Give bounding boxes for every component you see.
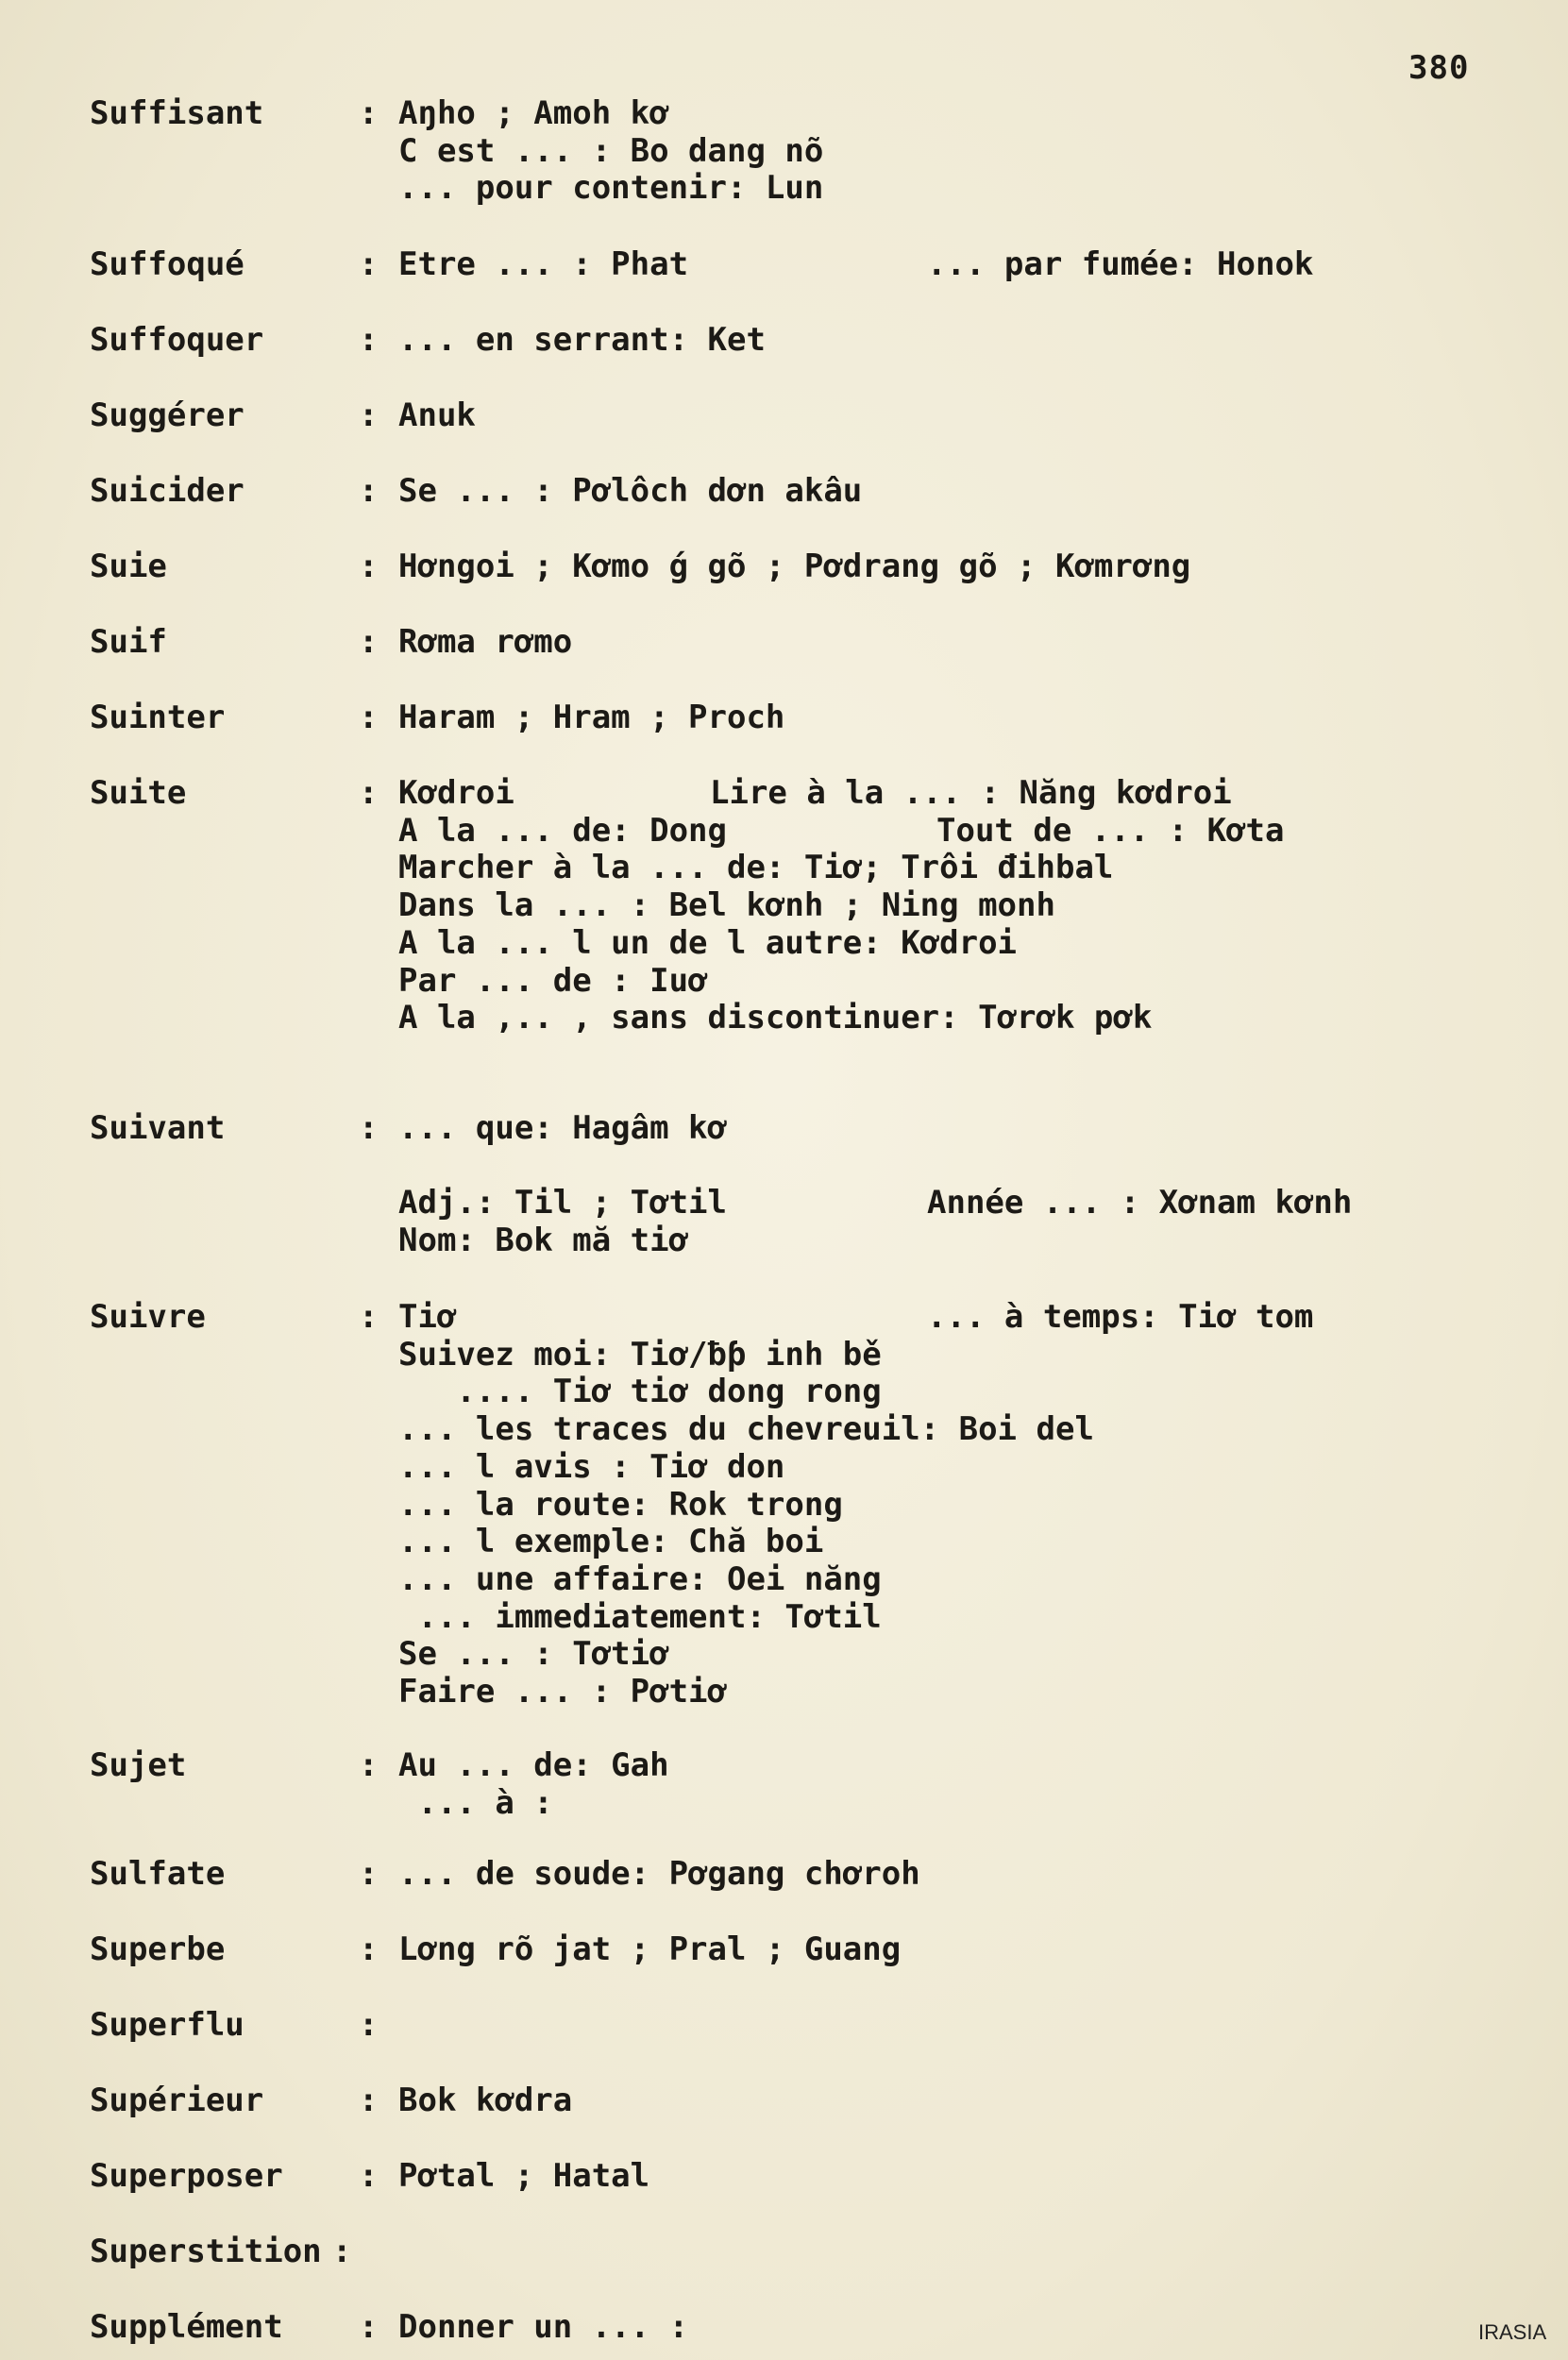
entry-separator: : [359, 1298, 379, 1336]
entry-subsense: Année ... : Xơnam kơnh [927, 1184, 1353, 1222]
entry-subsense: ... par fumée: Honok [927, 245, 1314, 283]
entry-headword: Superbe [90, 1930, 226, 1968]
entry-headword: Superstition [90, 2233, 322, 2270]
entry-headword: Suif [90, 623, 167, 661]
entry-separator: : [332, 2233, 352, 2270]
entry-headword: Suffoqué [90, 245, 244, 283]
entry-headword: Suie [90, 548, 167, 585]
entry-separator: : [359, 2006, 379, 2044]
footer-mark: IRASIA [1478, 2320, 1547, 2344]
entry-translation: ... la route: Rok trong [398, 1485, 843, 1524]
entry-subsense: Lire à la ... : Năng kơdroi [710, 774, 1232, 812]
entry-translation: Lơng rõ jat ; Pral ; Guang [398, 1930, 902, 1968]
entry-translation: ... que: Hagâm kơ [398, 1109, 727, 1147]
entry-separator: : [359, 548, 379, 585]
entry-separator: : [359, 1746, 379, 1784]
entry-translation: Par ... de : Iuơ [398, 961, 708, 1000]
entry-separator: : [359, 94, 379, 132]
entry-translation: Marcher à la ... de: Tiơ; Trôi đihbal [398, 849, 1114, 887]
entry-headword: Superposer [90, 2157, 283, 2195]
entry-separator: : [359, 2308, 379, 2346]
entry-separator: : [359, 1855, 379, 1893]
entry-translation: ... une affaire: Oei năng [398, 1559, 882, 1598]
entry-translation: .... Tiơ tiơ dong rong [398, 1373, 882, 1411]
entry-separator: : [359, 1930, 379, 1968]
entry-translation: Adj.: Til ; Tơtil [398, 1184, 727, 1222]
entry-translation: ... de soude: Pơgang chơroh [398, 1855, 920, 1893]
entry-translation: Se ... : Pơlôch dơn akâu [398, 472, 863, 510]
entry-separator: : [359, 472, 379, 510]
entry-separator: : [359, 245, 379, 283]
entry-translation: ... pour contenir: Lun [398, 169, 824, 208]
entry-translation: Aŋho ; Amoh kơ [398, 94, 669, 132]
entry-headword: Suicider [90, 472, 244, 510]
entry-separator: : [359, 321, 379, 359]
entry-translation: A la ... l un de l autre: Kơdroi [398, 923, 1018, 962]
entry-separator: : [359, 623, 379, 661]
entry-translation: Anuk [398, 396, 476, 434]
entry-headword: Suinter [90, 699, 226, 736]
entry-headword: Suffoquer [90, 321, 264, 359]
entry-translation: C est ... : Bo dang nõ [398, 131, 824, 170]
entry-headword: Supplément [90, 2308, 283, 2346]
entry-translation: ... l exemple: Chă boi [398, 1523, 824, 1561]
entry-translation: A la ,.. , sans discontinuer: Tơrơk pơk [398, 999, 1153, 1037]
entry-subsense: ... à temps: Tiơ tom [927, 1298, 1314, 1336]
entry-translation: ... l avis : Tiơ don [398, 1447, 785, 1486]
entry-separator: : [359, 2157, 379, 2195]
entry-translation: ... les traces du chevreuil: Boi del [398, 1410, 1094, 1449]
entry-translation: ... en serrant: Ket [398, 321, 766, 359]
entry-translation: Hơngoi ; Kơmo ǵ gõ ; Pơdrang gõ ; Kơmrơng [398, 548, 1191, 585]
entry-translation: Se ... : Tơtiơ [398, 1635, 669, 1674]
entry-separator: : [359, 1109, 379, 1147]
entry-translation: Tiơ [398, 1298, 457, 1336]
entry-translation: Etre ... : Phat [398, 245, 689, 283]
entry-separator: : [359, 396, 379, 434]
entry-translation: Haram ; Hram ; Proch [398, 699, 785, 736]
entry-translation: Donner un ... : [398, 2308, 689, 2346]
entry-subsense: Tout de ... : Kơta [936, 811, 1285, 850]
entry-headword: Supérieur [90, 2082, 264, 2119]
entry-translation: Rơma rơmo [398, 623, 573, 661]
entry-headword: Suivant [90, 1109, 226, 1147]
entry-separator: : [359, 2082, 379, 2119]
entry-headword: Superflu [90, 2006, 244, 2044]
entry-translation: A la ... de: Dong [398, 811, 727, 850]
entry-translation: Faire ... : Pơtiơ [398, 1673, 727, 1711]
entry-headword: Sulfate [90, 1855, 226, 1893]
entry-headword: Suivre [90, 1298, 206, 1336]
entry-translation: Bok kơdra [398, 2082, 573, 2119]
entry-headword: Suffisant [90, 94, 264, 132]
entry-headword: Sujet [90, 1746, 187, 1784]
entry-translation: Kơdroi [398, 774, 514, 812]
entry-translation: Suivez moi: Tiơ/ƀƥ inh bě [398, 1335, 882, 1374]
entry-translation: Au ... de: Gah [398, 1746, 669, 1784]
entry-separator: : [359, 699, 379, 736]
entry-separator: : [359, 774, 379, 812]
page-number: 380 [1408, 49, 1470, 87]
entry-translation: ... à : [398, 1783, 553, 1822]
entry-translation: Dans la ... : Bel kơnh ; Ning monh [398, 886, 1055, 925]
entry-headword: Suite [90, 774, 187, 812]
entry-headword: Suggérer [90, 396, 244, 434]
entry-translation: Nom: Bok mă tiơ [398, 1222, 689, 1260]
entry-translation: Pơtal ; Hatal [398, 2157, 650, 2195]
entry-translation: ... immediatement: Tơtil [398, 1597, 882, 1636]
